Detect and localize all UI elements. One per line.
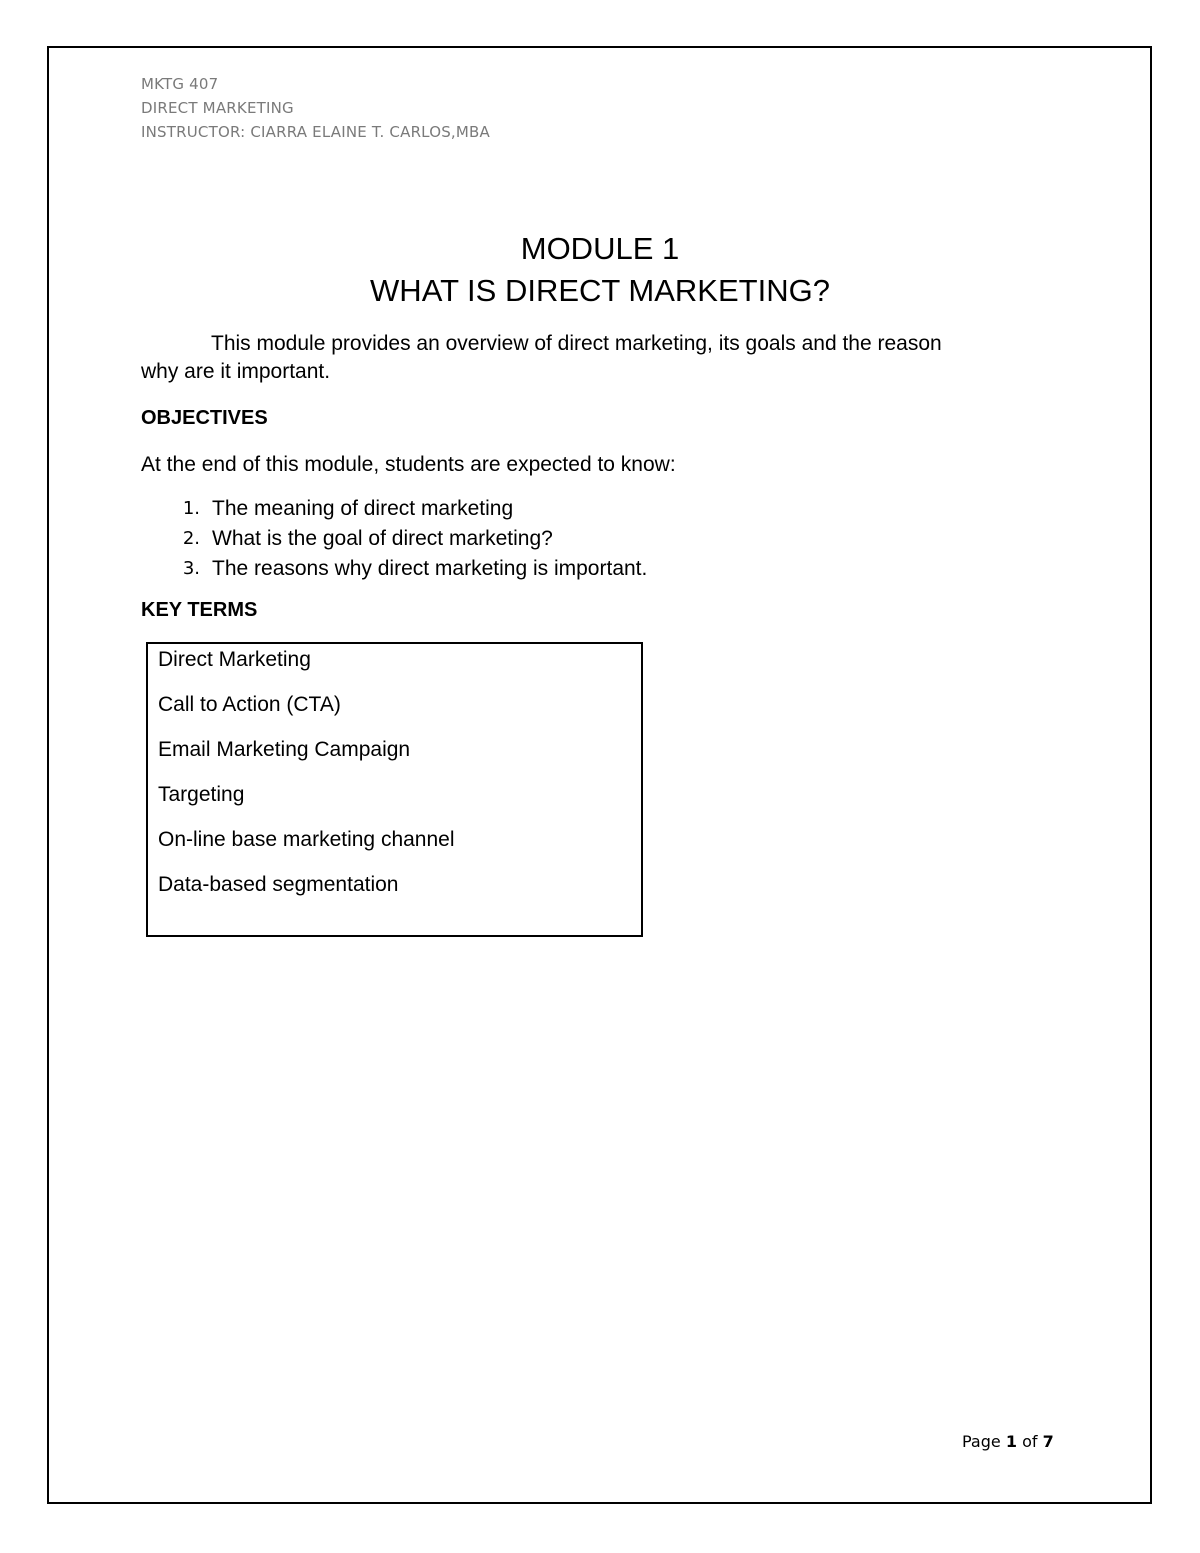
key-term: Email Marketing Campaign xyxy=(158,738,411,761)
objectives-lead: At the end of this module, students are expected to know: xyxy=(141,453,676,476)
page-total: 7 xyxy=(1042,1432,1054,1451)
key-term: Targeting xyxy=(158,783,245,806)
objective-text: What is the goal of direct marketing? xyxy=(212,527,553,550)
document-header xyxy=(141,72,490,144)
objective-item xyxy=(141,554,647,584)
page-number xyxy=(962,1432,1054,1451)
objective-number: 1. xyxy=(182,498,200,519)
key-terms-heading: KEY TERMS xyxy=(141,599,258,621)
key-terms-box xyxy=(146,642,643,937)
page-of: of xyxy=(1022,1432,1038,1451)
intro-paragraph xyxy=(141,330,1041,386)
objective-text: The meaning of direct marketing xyxy=(212,497,514,520)
instructor-line: INSTRUCTOR: CIARRA ELAINE T. CARLOS,MBA xyxy=(141,123,490,141)
module-title-block xyxy=(0,228,1200,312)
objectives-list xyxy=(141,494,647,584)
course-code: MKTG 407 xyxy=(141,75,219,93)
objective-number: 3. xyxy=(182,558,200,579)
key-term: Call to Action (CTA) xyxy=(158,693,341,716)
page-current: 1 xyxy=(1005,1432,1017,1451)
objectives-heading: OBJECTIVES xyxy=(141,407,268,429)
key-term: On-line base marketing channel xyxy=(158,828,455,851)
key-term: Direct Marketing xyxy=(158,648,311,671)
module-number: MODULE 1 xyxy=(520,231,680,266)
page-label: Page xyxy=(962,1432,1001,1451)
objective-item xyxy=(141,524,647,554)
objective-text: The reasons why direct marketing is important. xyxy=(212,557,648,580)
key-term: Data-based segmentation xyxy=(158,873,399,896)
course-name: DIRECT MARKETING xyxy=(141,99,294,117)
module-heading: WHAT IS DIRECT MARKETING? xyxy=(370,273,830,308)
objective-number: 2. xyxy=(182,528,200,549)
objective-item xyxy=(141,494,647,524)
intro-line-2: why are it important. xyxy=(141,360,331,383)
intro-line-1: This module provides an overview of direct marketing, its goals and the reason xyxy=(211,332,942,355)
